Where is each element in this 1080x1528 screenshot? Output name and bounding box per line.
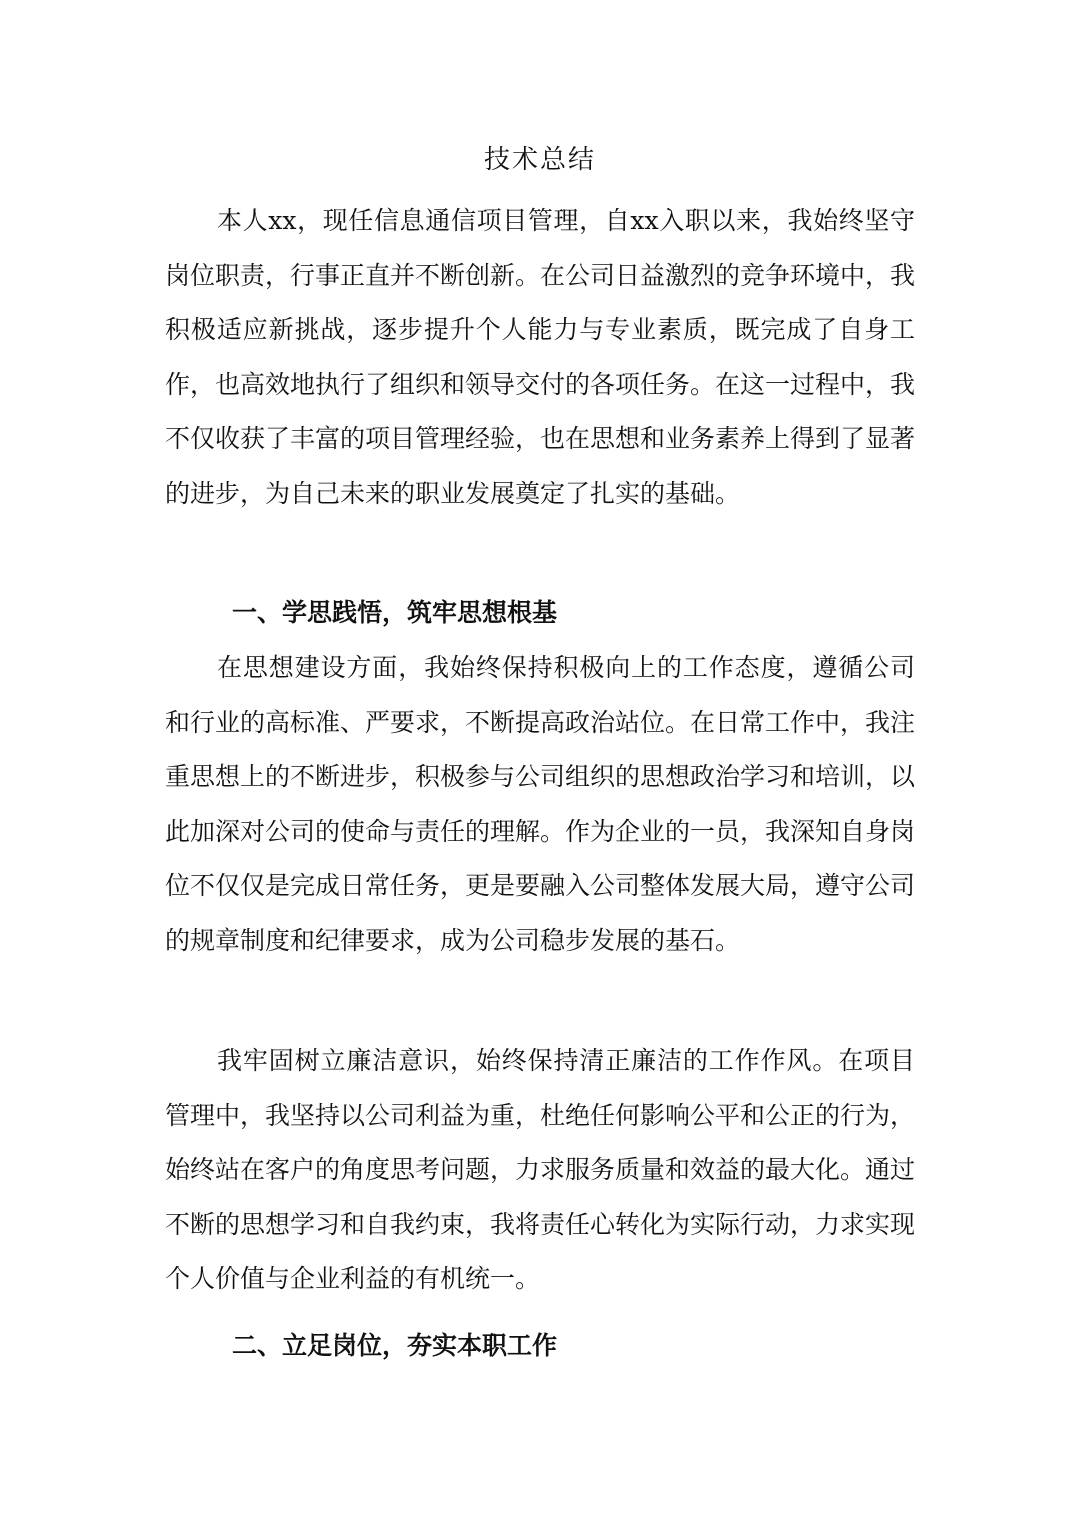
paragraph-ideology: 在思想建设方面，我始终保持积极向上的工作态度，遵循公司和行业的高标准、严要求，不断提高政治站位。在日常工作中，我注重思想上的不断进步，积极参与公司组织的思想政治学习和培训，以此加深对公司的使命与责任的理解。作为企业的一员，我深知自身岗位不仅仅是完成日常任务，更是要融入公司整体发展大局，遵守公司的规章制度和纪律要求，成为公司稳步发展的基石。 — [165, 653, 916, 955]
paragraph-integrity: 我牢固树立廉洁意识，始终保持清正廉洁的工作作风。在项目管理中，我坚持以公司利益为重，杜绝任何影响公平和公正的行为，始终站在客户的角度思考问题，力求服务质量和效益的最大化。通过不断的思想学习和自我约束，我将责任心转化为实际行动，力求实现个人价值与企业利益的有机统一。 — [165, 1046, 916, 1293]
section-heading-2: 二、立足岗位，夯实本职工作 — [232, 1331, 558, 1360]
paragraph-intro: 本人xx，现任信息通信项目管理，自xx入职以来，我始终坚守岗位职责，行事正直并不断创新。在公司日益激烈的竞争环境中，我积极适应新挑战，逐步提升个人能力与专业素质，既完成了自身工作，也高效地执行了组织和领导交付的各项任务。在这一过程中，我不仅收获了丰富的项目管理经验，也在思想和业务素养上得到了显著的进步，为自己未来的职业发展奠定了扎实的基础。 — [165, 206, 916, 508]
document-title: 技术总结 — [483, 145, 596, 175]
section-heading-1: 一、学思践悟，筑牢思想根基 — [232, 598, 558, 627]
